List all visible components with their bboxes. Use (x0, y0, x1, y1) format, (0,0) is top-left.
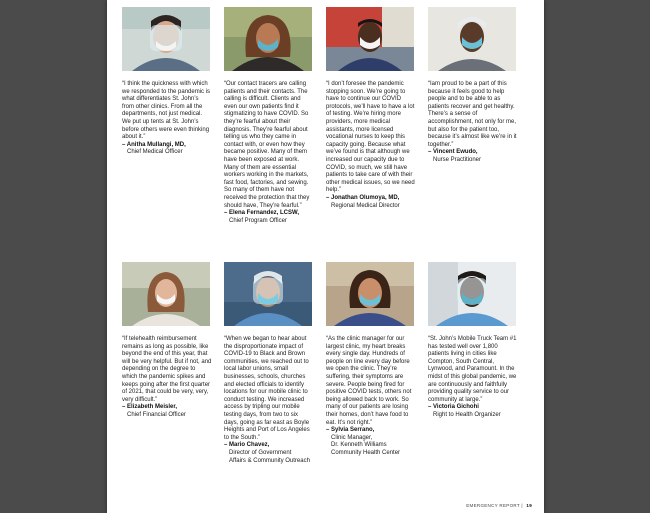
testimonial-name: – Vincent Ewudo, (428, 149, 478, 156)
testimonial-name: – Elizabeth Meisler, (122, 404, 178, 411)
testimonial-quote: “I think the quickness with which we responded to the pandemic is what differentiates St. John’s from other clinics. From all the departments, not just medical. We put up tents at St. John’s before others were even thinking about it.” (122, 81, 211, 141)
portrait-photo (224, 7, 312, 71)
portrait-photo (122, 7, 210, 71)
portrait-photo (224, 262, 312, 326)
portrait-photo (428, 262, 516, 326)
testimonial-name: – Jonathan Olumoya, MD, (326, 194, 400, 201)
testimonial-name: – Mario Chavez, (224, 442, 270, 449)
testimonial-card (326, 262, 416, 458)
testimonial-role: Regional Medical Director (331, 202, 400, 209)
testimonial-name: – Victoria Gichohi (428, 404, 479, 411)
testimonial-role: Right to Health Organizer (433, 411, 501, 418)
testimonial-card (428, 262, 518, 420)
portrait-photo-6 (224, 262, 312, 326)
testimonial-card (326, 7, 416, 210)
portrait-photo (326, 7, 414, 71)
testimonial-quote: “I don’t foresee the pandemic stopping soon. We’re going to have to continue our COVID protocols, we’ll have to have a lot of testing. We’re hiring more providers, more medical assistants, more licensed vocational nurses to keep this capacity going. Because what we’ve found is that although we increased our capacity due to COVID, so much, we still have patients to take care of with their other medical issues, so we need help.” (326, 81, 415, 194)
testimonial-role: Dr. Kenneth Williams (331, 442, 387, 449)
page-footer: EMERGENCY REPORT | 19 (466, 503, 532, 508)
testimonial-quote: “Iam proud to be a part of this because it feels good to help people and to be able to as patients recover and get healthy. There’s a sense of accomplishment, not only for me, but also for the patient too, because it’s almost like we’re in it together.” (428, 81, 517, 148)
testimonial-role: Chief Program Officer (229, 217, 287, 224)
testimonial-quote: “As the clinic manager for our largest clinic, my heart breaks every single day. Hundreds of people on line every day before we open the clinic. They’re suffering, their symptoms are severe. People being fired for positive COVID tests, others not being allowed back to work. So many of our patients are losing their homes, don’t have food to eat. It’s not right.” (326, 336, 412, 426)
portrait-photo (326, 262, 414, 326)
testimonial-quote: “When we began to hear about the disproportionate impact of COVID-19 to Black and Brown communities, we reached out to local labor unions, small businesses, schools, churches and elected officials to identify locations for our mobile clinic to conduct testing. We increased access by tripling our mobile testing days, from two to six days, going as far east as Boyle Heights and Port of Los Angeles to the South.” (224, 336, 310, 441)
testimonial-card (224, 262, 314, 465)
testimonial-role: Clinic Manager, (331, 434, 373, 441)
testimonial-card (428, 7, 518, 165)
testimonial-name: – Elena Fernandez, LCSW, (224, 210, 300, 217)
testimonial-name: – Anitha Mullangi, MD, (122, 141, 186, 148)
footer-label: EMERGENCY REPORT (466, 503, 520, 508)
testimonial-card (122, 262, 212, 420)
portrait-photo-3 (326, 7, 414, 71)
testimonial-card (122, 7, 212, 157)
portrait-photo-1 (122, 7, 210, 71)
portrait-photo-2 (224, 7, 312, 71)
report-page (107, 0, 544, 513)
testimonial-role: Affairs & Community Outreach (229, 457, 310, 464)
portrait-photo (122, 262, 210, 326)
testimonial-card (224, 7, 314, 225)
testimonial-quote: “If telehealth reimbursement remains as long as possible, like beyond the end of this year, that will be very helpful. But if not, and depending on the degree to which the pandemic spikes and keeps going after the first quarter of 2021, that could be very, very, very difficult.” (122, 336, 212, 403)
testimonial-role: Community Health Center (331, 449, 401, 456)
testimonial-role: Director of Government (229, 449, 292, 456)
testimonial-quote: “Our contact tracers are calling patients and their contacts. The calling is difficult. Clients and even our own patients find it stigmatizing to have COVID. So they’re fearful about their diagnosis. They’re fearful about telling us who they came in contact with, or even how they became positive. Many of them have been exposed at work. Many of them are essential workers working in the markets, fast food, factories, and sewing. So many of them have not received the protection that they should have, They’re fearful.” (224, 81, 310, 209)
testimonial-quote: “St. John’s Mobile Truck Team #1 has tested well over 1,800 patients living in cities like Compton, South Central, Lynwood, and Paramount. In the midst of this global pandemic, we are continuously and faithfully providing quality service to our community at large.” (428, 336, 517, 403)
testimonial-role: Chief Financial Officer (127, 411, 186, 418)
portrait-photo-5 (122, 262, 210, 326)
portrait-photo (428, 7, 516, 71)
portrait-photo-8 (428, 262, 516, 326)
portrait-photo-4 (428, 7, 516, 71)
portrait-photo-7 (326, 262, 414, 326)
page-number: 19 (526, 503, 532, 508)
testimonial-role: Nurse Practitioner (433, 156, 482, 163)
testimonial-name: – Sylvia Serrano, (326, 427, 375, 434)
testimonial-role: Chief Medical Officer (127, 149, 183, 156)
